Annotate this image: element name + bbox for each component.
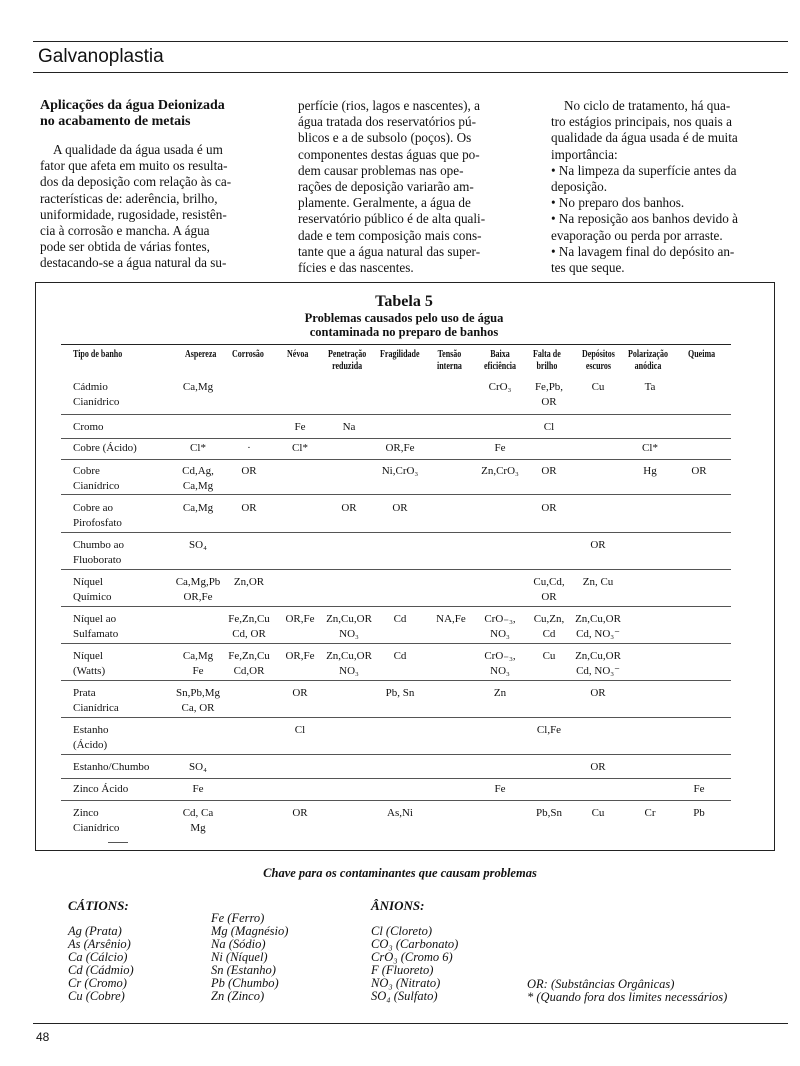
article-line: • No preparo dos banhos.: [551, 195, 685, 211]
row-label: [73, 782, 128, 797]
table-cell-line: Cd, Ca: [182, 807, 214, 819]
table-cell-line: Ni,CrO₃: [381, 465, 419, 477]
table-cell-line: Cu,Cd,: [533, 576, 565, 588]
table-cell: [260, 686, 340, 701]
key-entry: As (Arsênio): [68, 937, 131, 951]
table-cell: [209, 501, 289, 516]
table-cell-line: SO₄: [189, 761, 207, 773]
article-title-line: Aplicações da água Deionizada: [40, 98, 225, 113]
key-entry: Ni (Níquel): [211, 950, 268, 964]
table-cell: [610, 380, 690, 395]
table-cell: [158, 760, 238, 775]
table-cell-line: Cu,Zn,: [533, 613, 565, 625]
table-cell-line: OR: [541, 465, 557, 477]
table-cell-line: CrO₋₃,: [484, 613, 516, 625]
row-divider: [61, 459, 731, 460]
row-label-line: (Watts): [73, 665, 106, 677]
table-cell: [509, 723, 589, 738]
row-label-line: Pirofosfato: [73, 517, 122, 529]
row-label: [73, 420, 104, 435]
table-cell: [360, 441, 440, 456]
page-number: 48: [36, 1030, 50, 1044]
table-cell-line: OR: [392, 502, 408, 514]
row-label-line: Níquel: [73, 576, 103, 588]
table-cell-line: Cd: [393, 613, 407, 625]
table-cell-line: Cd: [393, 650, 407, 662]
row-divider: [61, 606, 731, 607]
table-cell-line: Fe: [494, 442, 506, 454]
row-label: [73, 649, 105, 679]
table-cell-line: OR: [590, 687, 606, 699]
table-cell: [558, 760, 638, 775]
table-cell-line: Ca,Mg,Pb: [175, 576, 221, 588]
table-cell-line: Na: [342, 421, 356, 433]
table-cell-line: Zn,Cu,OR: [326, 613, 372, 625]
row-label: [73, 612, 118, 642]
table-cell-line: Fe: [693, 783, 705, 795]
key-entry: Mg (Magnésio): [211, 924, 289, 938]
table-cell-line: Cu: [542, 650, 556, 662]
row-label-line: Níquel ao: [73, 613, 117, 625]
row-label-line: Fluoborato: [73, 554, 122, 566]
table-cell: [360, 464, 440, 479]
table-cell-line: SO₄: [189, 539, 207, 551]
table-cell-line: NO₃: [339, 628, 359, 640]
table-cell-line: Pb,Sn: [536, 807, 562, 819]
column-header-line: Depósitos: [582, 349, 615, 360]
key-notes: [527, 978, 727, 1004]
key-entry: Sn (Estanho): [211, 963, 276, 977]
cations-title: CÁTIONS:: [68, 898, 129, 913]
article-line: destacando-se a água natural da su-: [40, 255, 227, 271]
table-cell: [460, 782, 540, 797]
table-cell: [158, 782, 238, 797]
article-line: reservatório público é de alta quali-: [298, 211, 486, 227]
row-divider: [61, 569, 731, 570]
column-header: [73, 349, 122, 361]
table-cell-line: As,Ni: [387, 807, 413, 819]
table-cell-line: NA,Fe: [436, 613, 466, 625]
column-header: [328, 349, 366, 373]
table-cell-line: CrO₃: [488, 381, 512, 393]
column-header-line: eficiência: [484, 361, 516, 372]
table-cell-line: Sn,Pb,Mg: [175, 687, 221, 699]
table-cell-line: Cd,Ag,: [182, 465, 214, 477]
table-cell-line: Fe: [192, 665, 204, 677]
table-cell-line: NO₃: [490, 628, 510, 640]
column-header: [484, 349, 516, 373]
key-entry: Ca (Cálcio): [68, 950, 128, 964]
article-line: plamente. Geralmente, a água de: [298, 195, 471, 211]
article-line: A qualidade da água usada é um: [53, 142, 223, 157]
bullet-item: [551, 195, 773, 211]
column-header: [688, 349, 715, 361]
article-line: pode ser obtida de várias fontes,: [40, 239, 210, 255]
table-cell: [509, 420, 589, 435]
row-label: [73, 380, 119, 410]
row-label-line: Cianídrico: [73, 822, 120, 834]
table-cell-line: Cd,OR: [233, 665, 265, 677]
row-divider: [61, 778, 731, 779]
row-label-line: Químico: [73, 591, 112, 603]
table-cell-line: OR: [241, 465, 257, 477]
key-entry: Cu (Cobre): [68, 989, 125, 1003]
table-cell-line: NO₃: [339, 665, 359, 677]
row-label-line: Cobre ao: [73, 502, 114, 514]
table-cell: [659, 464, 739, 479]
article-line: qualidade da água usada é de muita: [551, 130, 738, 146]
column-header-line: Baixa: [490, 349, 510, 360]
article-line: evaporação ou perda por arraste.: [551, 227, 723, 243]
row-divider: [61, 754, 731, 755]
table-cell-line: Fe,Zn,Cu: [228, 650, 270, 662]
table-cell-line: Cl*: [190, 442, 206, 454]
table-cell-line: OR: [541, 396, 557, 408]
table-cell: [209, 575, 289, 590]
key-note: OR: (Substâncias Orgânicas): [527, 977, 675, 991]
row-divider: [61, 800, 731, 801]
table-cell-line: Cl: [294, 724, 306, 736]
table-cell: [460, 441, 540, 456]
table-cell-line: Zn,OR: [233, 576, 265, 588]
column-header: [287, 349, 308, 361]
row-label: [73, 806, 119, 836]
article-line: • Na reposição aos banhos devido à: [551, 211, 738, 227]
article-line: tante que a água natural das super-: [298, 243, 481, 259]
article-line: importância:: [551, 146, 618, 162]
column-header: [437, 349, 462, 373]
column-header: [185, 349, 216, 361]
row-label-line: Cádmio: [73, 381, 108, 393]
table-cell-line: Ca,Mg: [182, 502, 214, 514]
article-line: uniformidade, rugosidade, resistên-: [40, 206, 227, 222]
section-title: Galvanoplastia: [38, 46, 164, 67]
table-cell-line: Cd, NO₃⁻: [576, 665, 620, 677]
table-title: Tabela 5: [375, 293, 433, 310]
table-cell: [509, 501, 589, 516]
anions-title: ÂNIONS:: [371, 898, 425, 913]
table-cell-line: Zn,Cu,OR: [575, 650, 621, 662]
row-label-line: Prata: [73, 687, 96, 699]
column-header-line: Queima: [688, 349, 716, 360]
key-entry: Ag (Prata): [68, 924, 122, 938]
table-cell-line: Cd: [542, 628, 556, 640]
article-line: dade e tem composição mais cons-: [298, 227, 482, 243]
row-label: [73, 464, 119, 494]
key-entry: CrO₃ (Cromo 6): [371, 950, 453, 964]
table-cell-line: NO₃: [490, 665, 510, 677]
article-column-1: [40, 98, 262, 272]
column-header-line: anódica: [634, 361, 662, 372]
article-line: dem causar problemas nas ope-: [298, 162, 464, 178]
column-header-line: Tipo de banho: [73, 349, 123, 360]
table-header-rule: [61, 344, 731, 345]
table-cell: [558, 612, 638, 642]
table-cell: [558, 538, 638, 553]
table-cell-line: OR,Fe: [183, 591, 213, 603]
column-header-line: interna: [437, 361, 462, 372]
table-cell: [509, 464, 589, 479]
table-cell: [558, 649, 638, 679]
article-body: [40, 142, 262, 272]
column-header-line: Corrosão: [232, 349, 264, 360]
table-cell: [158, 806, 238, 836]
article-line: rações de deposição variarão am-: [298, 179, 474, 195]
cations-list: [211, 912, 288, 1003]
table-cell-line: OR,Fe: [285, 613, 315, 625]
row-label-line: Níquel: [73, 650, 103, 662]
table-cell-line: Ta: [644, 381, 656, 393]
bullet-item: [551, 163, 773, 195]
article-line: dos da deposição com relação às ca-: [40, 174, 232, 190]
table-cell-line: Ca, OR: [181, 702, 215, 714]
key-entry: Fe (Ferro): [211, 911, 265, 925]
column-header: [628, 349, 668, 373]
row-divider: [61, 680, 731, 681]
table-cell: [158, 686, 238, 716]
article-title-line: no acabamento de metais: [40, 114, 191, 129]
row-divider: [61, 532, 731, 533]
table-cell-line: OR: [341, 502, 357, 514]
table-cell-line: OR: [590, 539, 606, 551]
table-cell: [158, 380, 238, 395]
table-cell-line: Cd, OR: [232, 628, 266, 640]
table-cell-line: Pb, Sn: [385, 687, 415, 699]
row-divider: [108, 842, 128, 843]
column-header-line: Tensão: [437, 349, 462, 360]
row-label-line: Cianídrico: [73, 396, 120, 408]
table-subtitle: contaminada no preparo de banhos: [309, 325, 499, 339]
table-cell-line: Cl: [543, 421, 555, 433]
article-line: tes que seque.: [551, 260, 625, 276]
table-cell-line: Zn,Cu,OR: [326, 650, 372, 662]
row-label-line: Sulfamato: [73, 628, 119, 640]
footer-rule: [33, 1023, 788, 1024]
table-cell: [360, 501, 440, 516]
table-cell-line: Ca,Mg: [182, 480, 214, 492]
table-cell-line: Cu: [591, 807, 605, 819]
table-cell-line: Fe,Zn,Cu: [228, 613, 270, 625]
table-cell-line: OR: [691, 465, 707, 477]
row-divider: [61, 643, 731, 644]
key-title: Chave para os contaminantes que causam problemas: [263, 866, 537, 880]
row-label-line: Zinco: [73, 807, 99, 819]
bullet-item: [551, 211, 773, 243]
table-cell: [659, 782, 739, 797]
table-cell: [260, 806, 340, 821]
cations-list: [68, 925, 134, 1003]
key-entry: NO₃ (Nitrato): [371, 976, 441, 990]
table-cell-line: OR: [541, 591, 557, 603]
article-line: • Na limpeza da superfície antes da: [551, 162, 737, 178]
row-label-line: Cianídrica: [73, 702, 119, 714]
column-header: [582, 349, 615, 373]
article-line: tro estágios principais, nos quais a: [551, 114, 732, 130]
table-cell-line: OR,Fe: [285, 650, 315, 662]
table-cell: [260, 441, 340, 456]
article-line: cia à corrosão e mancha. A água: [40, 223, 210, 239]
row-label: [73, 441, 137, 456]
article-column-3: [551, 98, 773, 276]
table-cell-line: Fe: [192, 783, 204, 795]
table-cell-line: Cl*: [642, 442, 658, 454]
table-cell-line: Zn, Cu: [582, 576, 614, 588]
table-cell-line: Cd, NO₃⁻: [576, 628, 620, 640]
key-entry: CO₃ (Carbonato): [371, 937, 459, 951]
article-title: [40, 98, 262, 130]
row-label-line: Chumbo ao: [73, 539, 125, 551]
column-header: [232, 349, 264, 361]
title-rule: [33, 72, 788, 73]
table-subtitle: Problemas causados pelo uso de água: [304, 311, 504, 325]
column-header-line: Névoa: [287, 349, 309, 360]
table-cell-line: Pb: [693, 807, 705, 819]
row-label-line: Cromo: [73, 421, 104, 433]
article-line: componentes destas águas que po-: [298, 146, 480, 162]
table-cell-line: Fe: [494, 783, 506, 795]
column-header-line: Penetração: [328, 349, 367, 360]
article-line: perfície (rios, lagos e nascentes), a: [298, 98, 480, 113]
table-cell-line: Cu: [591, 381, 605, 393]
row-label-line: Cianídrico: [73, 480, 120, 492]
column-header-line: Fragilidade: [380, 349, 420, 360]
column-header: [533, 349, 561, 373]
row-label-line: Estanho: [73, 724, 109, 736]
anions-list: [371, 925, 458, 1003]
table-cell-line: OR: [241, 502, 257, 514]
key-entry: Na (Sódio): [211, 937, 266, 951]
key-entry: SO₄ (Sulfato): [371, 989, 438, 1003]
top-rule: [33, 41, 788, 42]
article-line: No ciclo de tratamento, há qua-: [564, 98, 731, 113]
row-divider: [61, 438, 731, 439]
table-cell-line: OR: [292, 687, 308, 699]
table-cell: [158, 538, 238, 553]
table-cell-line: ·: [247, 442, 251, 454]
table-cell-line: Cl*: [292, 442, 308, 454]
table-cell-line: CrO₋₃,: [484, 650, 516, 662]
row-label-line: Cobre (Ácido): [73, 442, 137, 454]
key-entry: Zn (Zinco): [211, 989, 265, 1003]
table-cell: [659, 806, 739, 821]
table-cell-line: Cr: [644, 807, 656, 819]
table-cell: [460, 686, 540, 701]
table-cell: [360, 686, 440, 701]
row-label: [73, 501, 122, 531]
column-header-line: Aspereza: [185, 349, 217, 360]
row-label-line: Cobre: [73, 465, 100, 477]
row-label: [73, 760, 149, 775]
row-divider: [61, 717, 731, 718]
row-label: [73, 723, 108, 753]
key-entry: Cl (Cloreto): [371, 924, 432, 938]
table-cell-line: OR,Fe: [385, 442, 415, 454]
row-label: [73, 686, 119, 716]
article-line: deposição.: [551, 179, 608, 195]
table-cell-line: Ca,Mg: [182, 650, 214, 662]
table-cell-line: OR: [541, 502, 557, 514]
article-line: fícies e das nascentes.: [298, 260, 414, 276]
table-cell-line: Fe,Pb,: [534, 381, 564, 393]
row-label: [73, 538, 124, 568]
row-divider: [61, 414, 731, 415]
table-cell: [558, 575, 638, 590]
key-note: * (Quando fora dos limites necessários): [527, 990, 728, 1004]
table-cell-line: OR: [292, 807, 308, 819]
row-label: [73, 575, 112, 605]
table-cell-line: OR: [590, 761, 606, 773]
table-cell: [209, 464, 289, 479]
key-entry: Cr (Cromo): [68, 976, 127, 990]
row-label-line: (Ácido): [73, 739, 108, 751]
article-line: fator que afeta em muito os resulta-: [40, 158, 228, 174]
table-cell-line: Zn,CrO₃: [481, 465, 519, 477]
article-line: água tratada dos reservatórios pú-: [298, 114, 476, 130]
table-cell: [558, 686, 638, 701]
table-cell-line: Zn,Cu,OR: [575, 613, 621, 625]
table-cell-line: Ca,Mg: [182, 381, 214, 393]
table-cell-line: Mg: [190, 822, 206, 834]
article-column-2: [298, 98, 520, 276]
article-line: • Na lavagem final do depósito an-: [551, 243, 735, 259]
key-entry: F (Fluoreto): [371, 963, 434, 977]
article-line: racterísticas de: aderência, brilho,: [40, 190, 218, 206]
table-cell: [260, 723, 340, 738]
table-cell: [610, 441, 690, 456]
table-cell-line: Cl,Fe: [536, 724, 562, 736]
column-header-line: Falta de: [533, 349, 561, 360]
column-header-line: reduzida: [332, 361, 363, 372]
column-header-line: Polarização: [628, 349, 668, 360]
table-cell: [360, 649, 440, 664]
row-divider: [61, 494, 731, 495]
table-cell: [360, 806, 440, 821]
table-cell-line: Zn: [493, 687, 507, 699]
bullet-item: [551, 244, 773, 276]
column-header-line: escuros: [585, 361, 612, 372]
column-header: [380, 349, 420, 361]
key-entry: Cd (Cádmio): [68, 963, 134, 977]
table-cell-line: Hg: [643, 465, 657, 477]
column-header-line: brilho: [536, 361, 558, 372]
row-label-line: Zinco Ácido: [73, 783, 129, 795]
article-line: blicos e a de subsolo (poços). Os: [298, 130, 472, 146]
table-cell-line: Fe: [294, 421, 306, 433]
table-cell: [309, 420, 389, 435]
row-label-line: Estanho/Chumbo: [73, 761, 150, 773]
key-entry: Pb (Chumbo): [211, 976, 279, 990]
